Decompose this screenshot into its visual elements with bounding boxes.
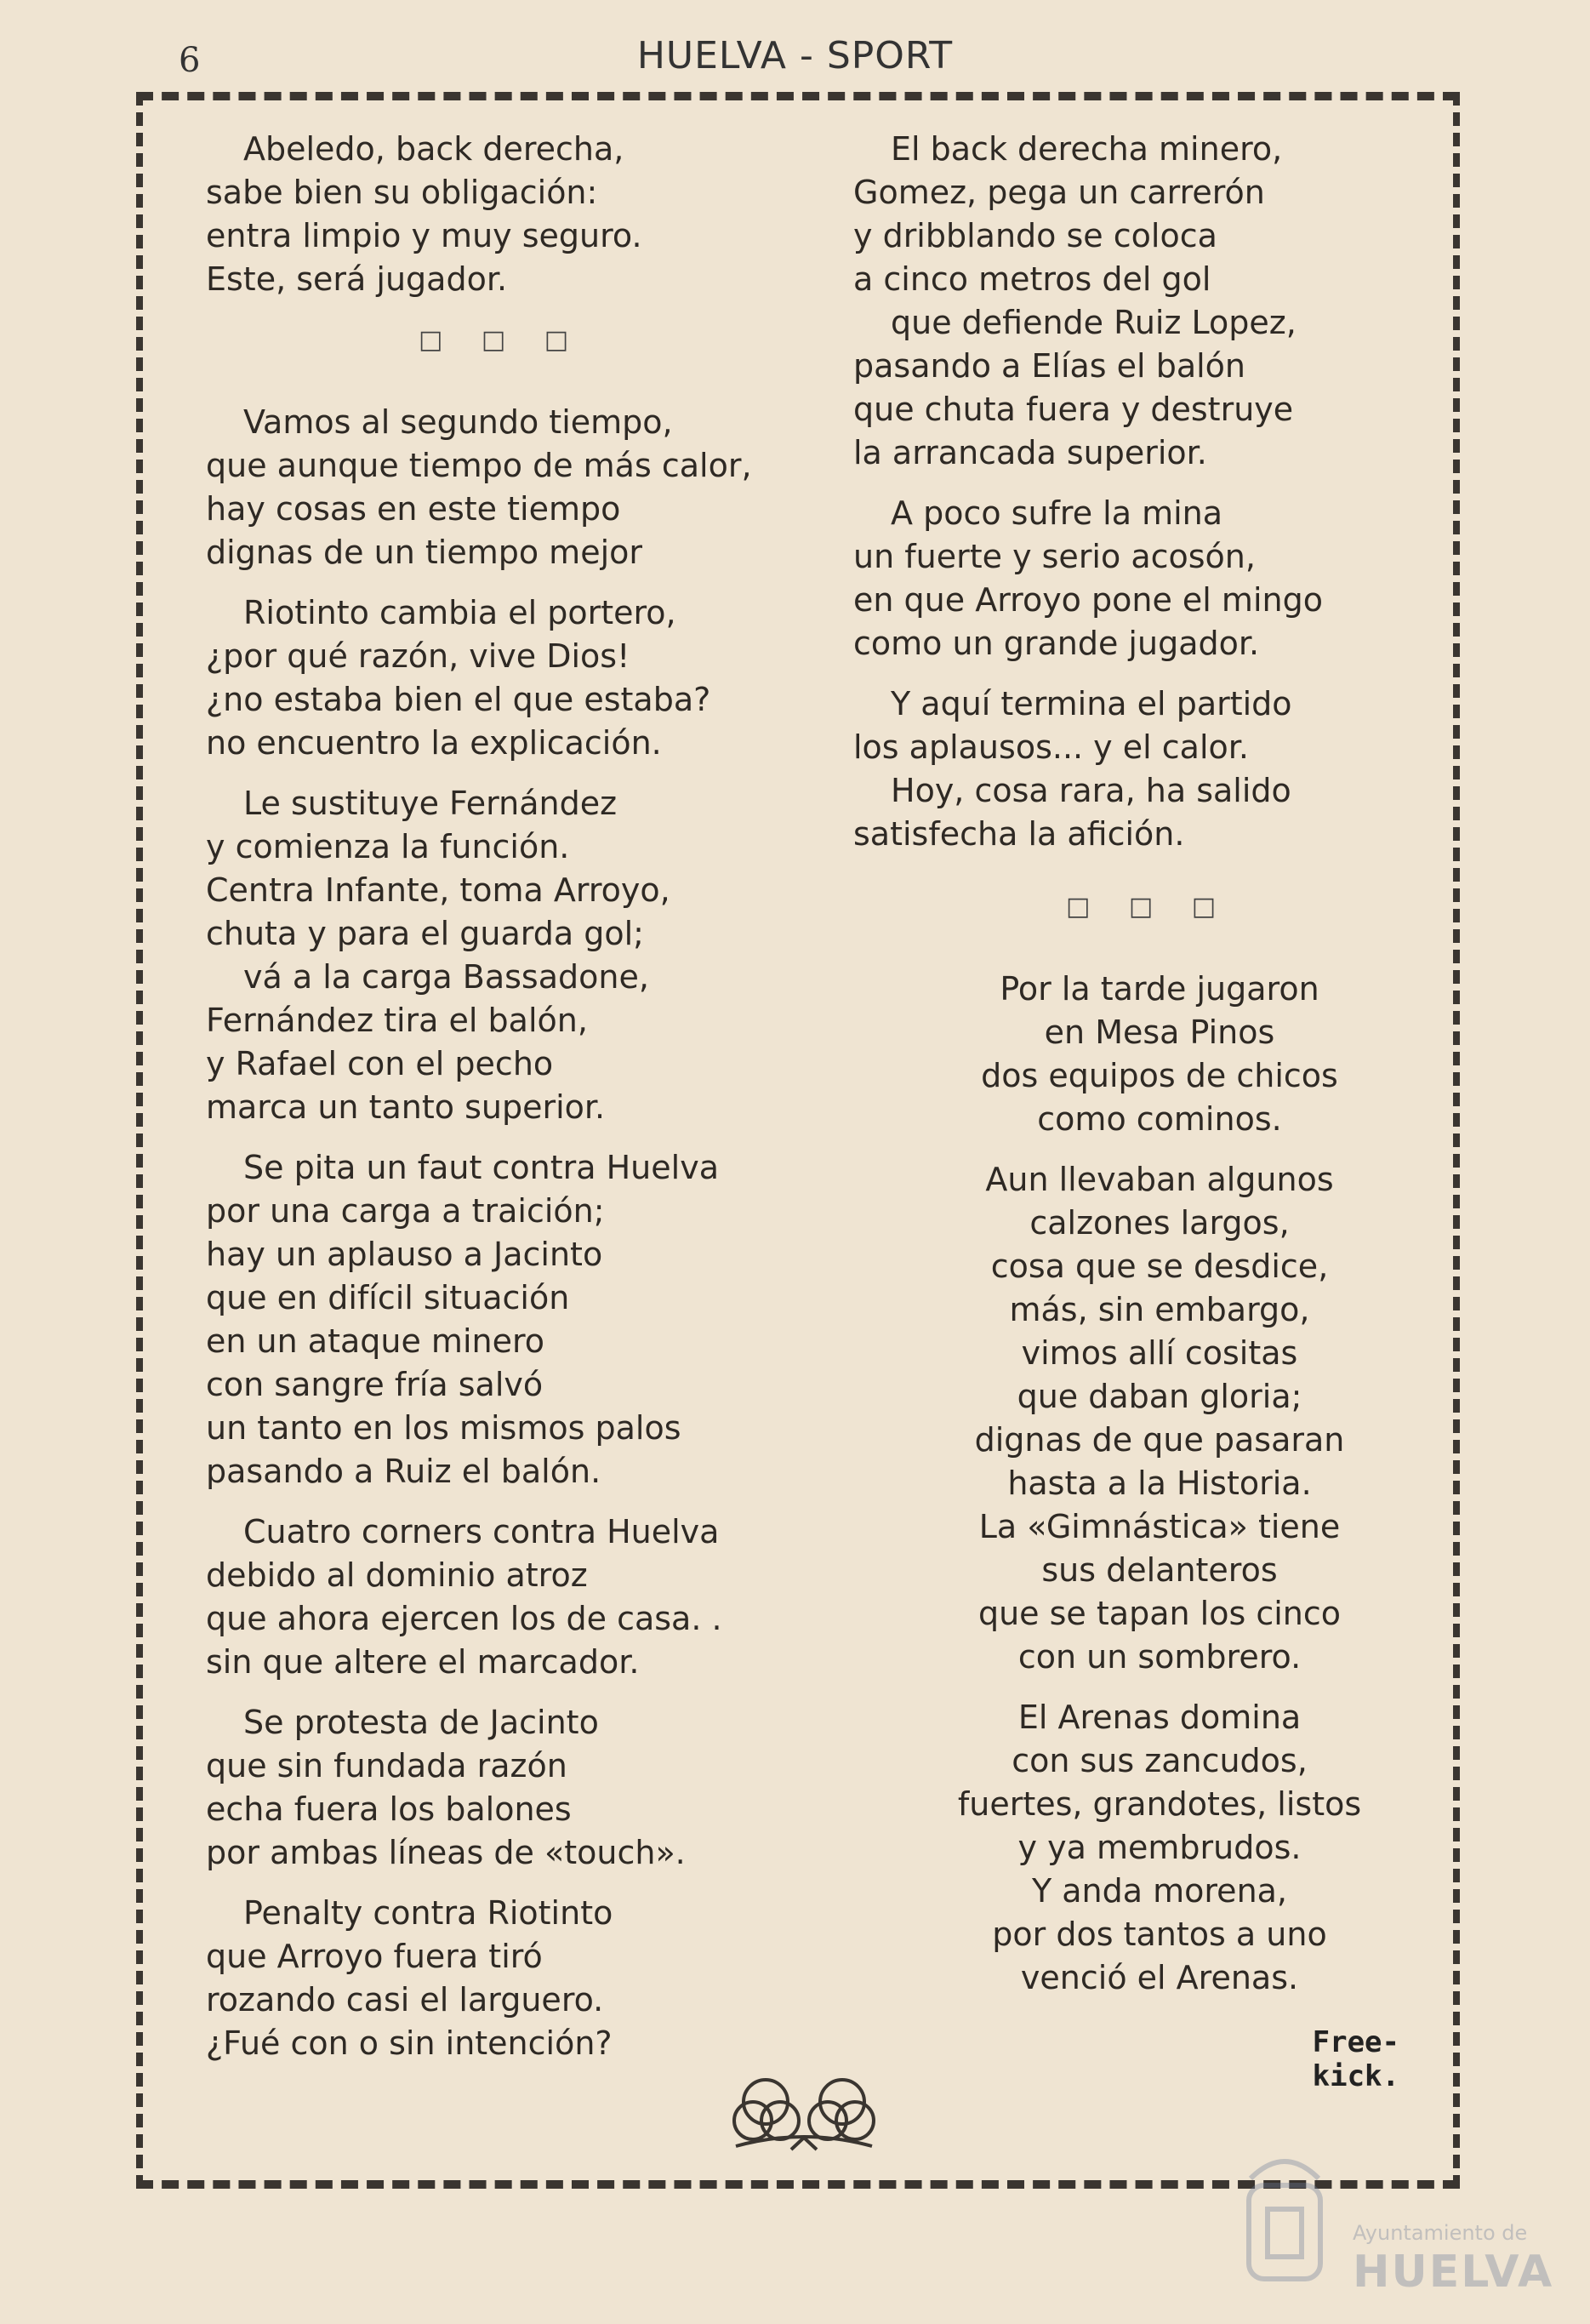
watermark-title: HUELVA [1353,2247,1554,2298]
verse-line: El back derecha minero, [891,130,1283,168]
stanza [206,1146,759,1493]
verse-line: sus delanteros [1041,1551,1278,1589]
stanza [853,682,1389,856]
verse-line: debido al dominio atroz [206,1556,588,1594]
stanza [206,128,759,301]
verse-line: sin que altere el marcador. [206,1643,640,1681]
verse-line: por dos tantos a uno [992,1916,1327,1953]
verse-line: calzones largos, [1029,1204,1290,1242]
verse-line: cosa que se desdice, [990,1248,1329,1285]
municipal-watermark [1234,2144,1557,2315]
verse-line: ¿no estaba bien el que estaba? [206,681,711,718]
verse-line: en Mesa Pinos [1044,1014,1275,1051]
stanza [206,1701,759,1875]
verse-line: Y anda morena, [1031,1872,1288,1910]
verse-line: en un ataque minero [206,1322,544,1360]
verse-line: Abeledo, back derecha, [243,130,624,168]
verse-line: Penalty contra Riotinto [243,1894,613,1932]
verse-line: y Rafael con el pecho [206,1045,554,1082]
verse-line: venció el Arenas. [1020,1959,1299,1996]
verse-line: ¿Fué con o sin intención? [206,2024,613,2062]
verse-line: un tanto en los mismos palos [206,1409,681,1447]
verse-line: por una carga a traición; [206,1192,605,1230]
verse-line: pasando a Ruiz el balón. [206,1453,601,1490]
verse-line: que chuta fuera y destruye [853,391,1294,428]
verse-line: Por la tarde jugaron [1000,970,1319,1008]
verse-line: rozando casi el larguero. [206,1981,604,2019]
stanza [206,401,759,574]
verse-line: Riotinto cambia el portero, [243,594,676,631]
verse-line: como cominos. [1037,1100,1282,1138]
verse-line: satisfecha la afición. [853,815,1185,853]
page-number: 6 [179,41,201,80]
verse-line: Centra Infante, toma Arroyo, [206,871,670,909]
verse-line: por ambas líneas de «touch». [206,1834,686,1871]
verse-line: a cinco metros del gol [853,260,1211,298]
verse-line: que defiende Ruiz Lopez, [891,304,1297,341]
verse-line: vá a la carga Bassadone, [243,958,649,996]
verse-line: Le sustituye Fernández [243,785,618,822]
verse-line: El Arenas domina [1017,1699,1302,1736]
stanza [853,1158,1389,1679]
verse-line: y comienza la función. [206,828,570,865]
verse-line: hasta a la Historia. [1007,1465,1312,1502]
verse-line: Se protesta de Jacinto [243,1704,599,1741]
verse-line: sabe bien su obligación: [206,174,598,211]
author-signature: Free-kick. [1312,2025,1399,2093]
stanza [853,128,1389,475]
watermark-caption: Ayuntamiento de [1353,2221,1528,2245]
verse-line: que sin fundada razón [206,1747,567,1784]
verse-line: Vamos al segundo tiempo, [243,403,673,441]
verse-line: dos equipos de chicos [981,1057,1338,1094]
verse-line: dignas de un tiempo mejor [206,534,642,571]
verse-line: los aplausos... y el calor. [853,728,1249,766]
stanza [206,591,759,765]
verse-line: en que Arroyo pone el mingo [853,581,1323,619]
stanza [853,968,1389,1141]
coat-of-arms-icon [1234,2144,1336,2306]
stanza [206,782,759,1129]
verse-line: Se pita un faut contra Huelva [243,1149,719,1186]
verse-line: hay un aplauso a Jacinto [206,1236,603,1273]
section-separator: □ □ □ [1066,892,1232,922]
right-column [853,128,1389,2017]
verse-line: La «Gimnástica» tiene [978,1508,1341,1545]
left-column [206,128,759,2082]
verse-line: hay cosas en este tiempo [206,490,621,528]
running-head: HUELVA - SPORT [636,34,954,77]
verse-line: Gomez, pega un carrerón [853,174,1265,211]
verse-line: la arrancada superior. [853,434,1207,471]
verse-line: con sus zancudos, [1012,1742,1308,1779]
verse-line: Fernández tira el balón, [206,1002,588,1039]
verse-line: pasando a Elías el balón [853,347,1245,385]
verse-line: Este, será jugador. [206,260,508,298]
section-separator: □ □ □ [419,325,584,355]
verse-line: y dribblando se coloca [853,217,1217,254]
stanza [853,492,1389,665]
verse-line: que daban gloria; [1017,1378,1302,1415]
verse-line: con sangre fría salvó [206,1366,544,1403]
verse-line: que ahora ejercen los de casa. . [206,1600,722,1637]
verse-line: fuertes, grandotes, listos [957,1785,1362,1823]
stanza [206,1510,759,1684]
verse-line: A poco sufre la mina [891,494,1223,532]
verse-line: no encuentro la explicación. [206,724,662,762]
verse-line: ¿por qué razón, vive Dios! [206,637,630,675]
verse-line: un fuerte y serio acosón, [853,538,1256,575]
verse-line: marca un tanto superior. [206,1088,606,1126]
verse-line: Cuatro corners contra Huelva [243,1513,720,1550]
verse-line: más, sin embargo, [1009,1291,1310,1328]
verse-line: con un sombrero. [1017,1638,1302,1676]
verse-line: vimos allí cositas [1021,1334,1298,1372]
verse-line: que aunque tiempo de más calor, [206,447,752,484]
verse-line: que se tapan los cinco [977,1595,1342,1632]
floral-ornament-icon [719,2068,889,2161]
verse-line: echa fuera los balones [206,1790,572,1828]
verse-line: como un grande jugador. [853,625,1260,662]
verse-line: Aun llevaban algunos [985,1161,1334,1198]
stanza [206,1892,759,2065]
verse-line: y ya membrudos. [1017,1829,1302,1866]
verse-line: entra limpio y muy seguro. [206,217,642,254]
verse-line: que Arroyo fuera tiró [206,1938,543,1975]
stanza [853,1696,1389,2000]
verse-line: Hoy, cosa rara, ha salido [891,772,1291,809]
verse-line: chuta y para el guarda gol; [206,915,644,952]
verse-line: que en difícil situación [206,1279,570,1316]
verse-line: Y aquí termina el partido [891,685,1292,722]
verse-line: dignas de que pasaran [974,1421,1345,1459]
